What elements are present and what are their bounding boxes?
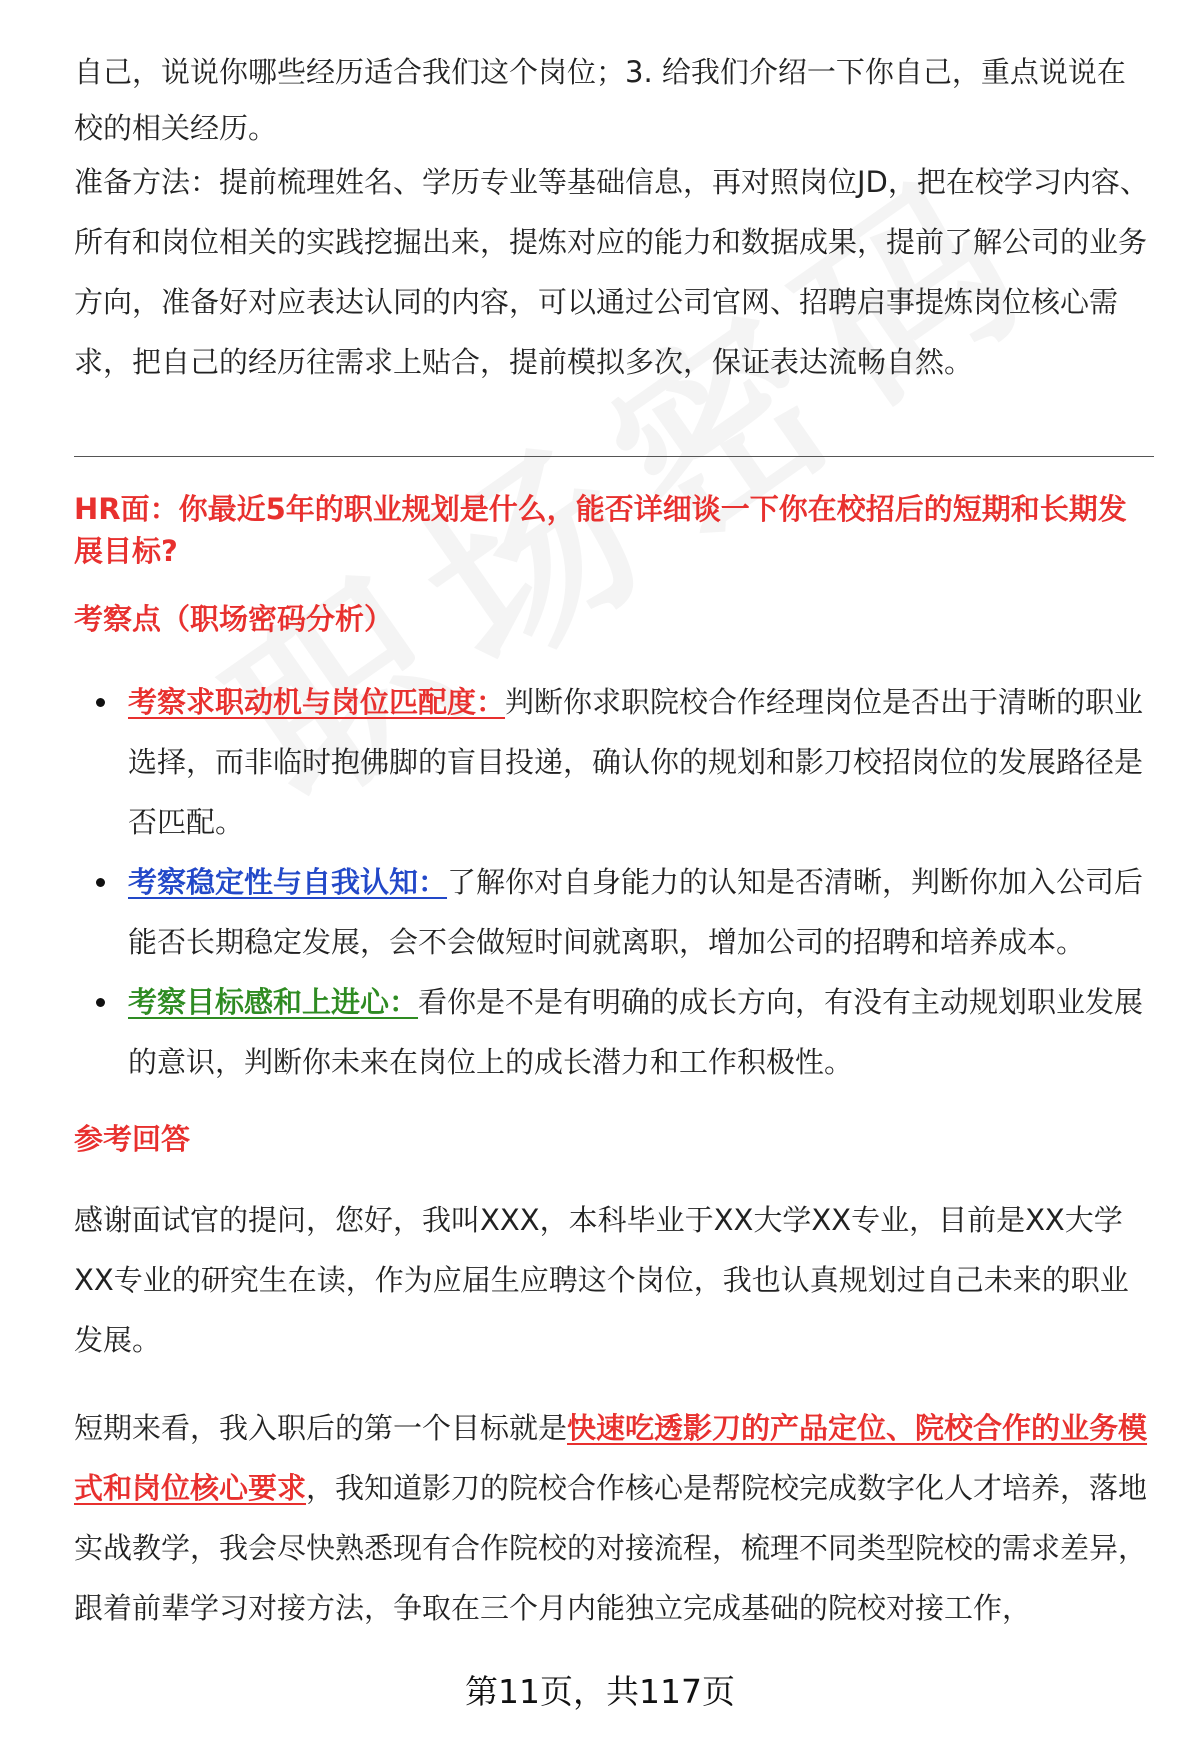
bullet-icon (96, 998, 105, 1007)
intro-line-2: 校的相关经历。 (74, 111, 278, 145)
point-key: 考察目标感和上进心： (128, 985, 419, 1019)
point-text: 看你是不是有明确的成长方向，有没有主动规划职业发展的意识，判断你未来在岗位上的成长潜力和工作积极性。 (128, 985, 1144, 1079)
intro-line-1: 自己，说说你哪些经历适合我们这个岗位；3. 给我们介绍一下你自己，重点说说在 (74, 55, 1126, 89)
section-divider (74, 456, 1154, 457)
bullet-icon (96, 878, 105, 887)
points-heading: 考察点（职场密码分析） (74, 602, 394, 636)
answer-text: 短期来看，我入职后的第一个目标就是 (74, 1411, 568, 1445)
answer-heading: 参考回答 (74, 1122, 191, 1156)
list-item (74, 672, 1154, 852)
answer-paragraph-2 (74, 1398, 1154, 1638)
list-item (74, 972, 1154, 1092)
question-title: HR面：你最近5年的职业规划是什么，能否详细谈一下你在校招后的短期和长期发展目标? (74, 492, 1127, 568)
page-number: 第11页，共117页 (465, 1672, 735, 1711)
answer-paragraph-1: 感谢面试官的提问，您好，我叫XXX，本科毕业于XX大学XX专业，目前是XX大学XX专业的研究生在读，作为应届生应聘这个岗位，我也认真规划过自己未来的职业发展。 (74, 1203, 1129, 1357)
point-key: 考察稳定性与自我认知： (128, 865, 448, 899)
point-text: 了解你对自身能力的认知是否清晰，判断你加入公司后能否长期稳定发展，会不会做短时间就离职，增加公司的招聘和培养成本。 (128, 865, 1144, 959)
prep-paragraph: 准备方法：提前梳理姓名、学历专业等基础信息，再对照岗位JD，把在校学习内容、所有和岗位相关的实践挖掘出来，提炼对应的能力和数据成果，提前了解公司的业务方向，准备好对应表达认同的内容，可以通过公司官网、招聘启事提炼岗位核心需求，把自己的经历往需求上贴合，提前模拟多次，保证表达流畅自然。 (74, 165, 1149, 379)
answer-highlight: 快速吃透影刀的产品定位、院校合作的业务模式和岗位核心要求 (74, 1411, 1148, 1505)
points-list (74, 672, 1154, 1092)
point-key: 考察求职动机与岗位匹配度： (128, 685, 506, 719)
list-item (74, 852, 1154, 972)
bullet-icon (96, 698, 105, 707)
answer-text: ，我知道影刀的院校合作核心是帮院校完成数字化人才培养，落地实战教学，我会尽快熟悉现有合作院校的对接流程，梳理不同类型院校的需求差异，跟着前辈学习对接方法，争取在三个月内能独立完成基础的院校对接工作， (74, 1471, 1148, 1625)
point-text: 判断你求职院校合作经理岗位是否出于清晰的职业选择，而非临时抱佛脚的盲目投递，确认你的规划和影刀校招岗位的发展路径是否匹配。 (128, 685, 1144, 839)
